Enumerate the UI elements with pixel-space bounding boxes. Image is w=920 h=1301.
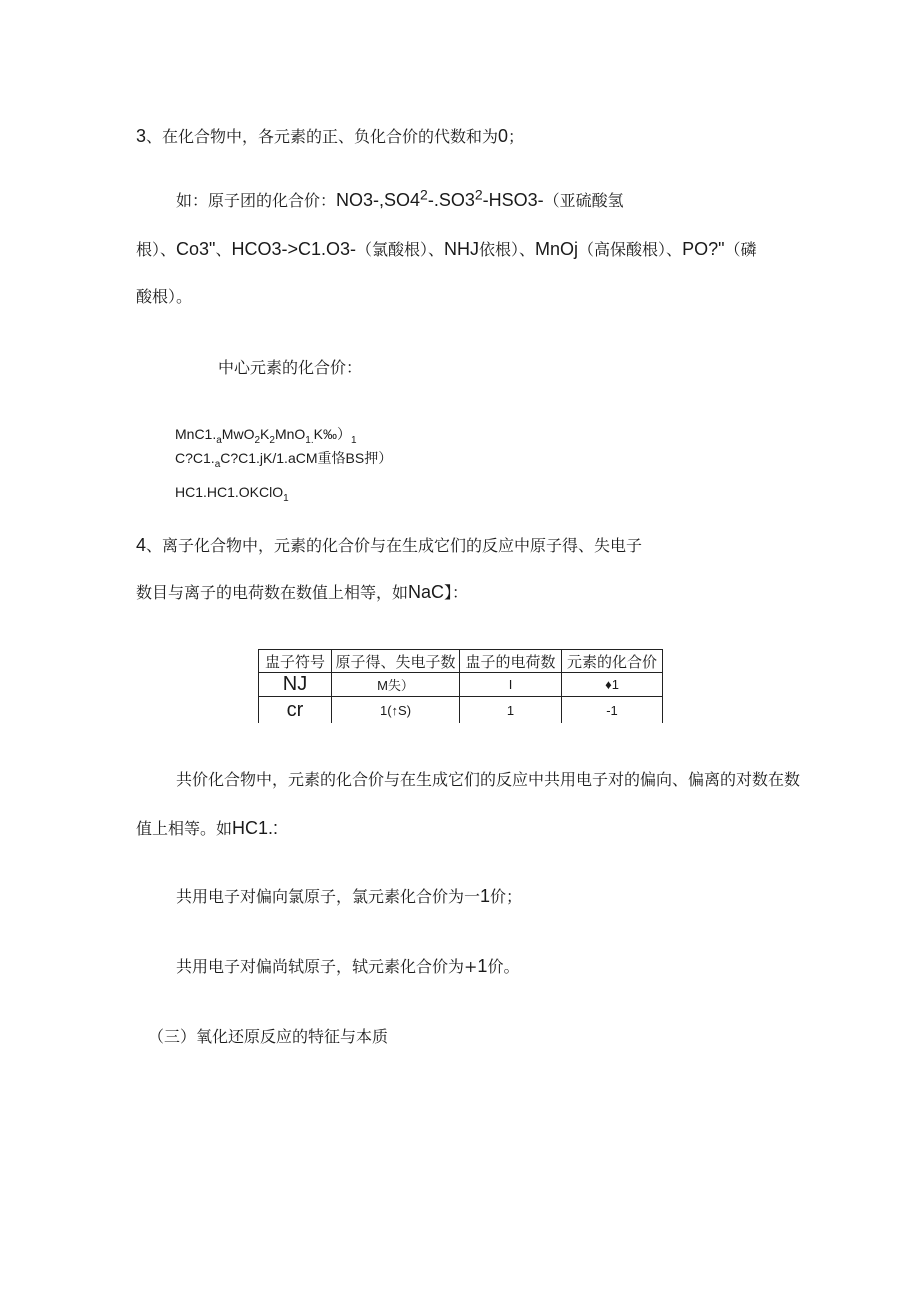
- cell-ion-symbol: NJ: [259, 673, 332, 697]
- rule-text: 、离子化合物中，元素的化合价与在生成它们的反应中原子得、失电子: [146, 536, 643, 555]
- text: （高保酸根）、: [578, 240, 683, 259]
- text: 根）、: [136, 240, 177, 259]
- formula-text: HC1.: [232, 818, 274, 838]
- subscript: 1: [283, 492, 289, 504]
- text: 价；: [490, 887, 523, 906]
- formula-text: C?C1.jK/1.aCM: [220, 450, 318, 466]
- formula-text: -.SO3: [427, 190, 475, 210]
- rule-4-continuation: [136, 581, 468, 604]
- table-row: [259, 697, 663, 724]
- cell-valence: ♦1: [562, 673, 663, 697]
- header-ion-symbol: 盅子符号: [259, 650, 332, 673]
- formula-text: HCO3->C1.O3-: [231, 239, 356, 259]
- text: 】：: [444, 583, 469, 602]
- cell-electron-count: M失）: [332, 673, 460, 697]
- text: 依根）、: [479, 240, 536, 259]
- header-electron-count: 原子得、失电子数: [332, 650, 460, 673]
- formula-text: -HSO3-: [482, 190, 544, 210]
- covalent-paragraph: 共价化合物中，元素的化合价与在生成它们的反应中共用电子对的偏向、偏离的对数在数: [176, 770, 801, 789]
- rule-number: 4: [136, 535, 147, 555]
- formula-text: K‰）: [313, 426, 351, 442]
- subscript: 1.: [305, 434, 314, 446]
- radical-example-line-2: [136, 238, 757, 261]
- central-element-heading: 中心元素的化合价：: [218, 358, 363, 377]
- cell-electron-count: 1(↑S): [332, 697, 460, 724]
- text: 值上相等。如: [136, 819, 233, 838]
- text: （氯酸根）、: [356, 240, 445, 259]
- text: :: [273, 818, 279, 838]
- subscript: a: [214, 458, 221, 470]
- subscript: 2: [254, 434, 261, 446]
- text: 共用电子对偏向氯原子，氯元素化合价为一: [176, 887, 481, 906]
- formula-text: MnO: [274, 426, 306, 442]
- formula-text: NO3-,SO4: [336, 190, 421, 210]
- formula-text: C?C1.: [175, 450, 215, 466]
- subscript: 1: [350, 434, 357, 446]
- cell-ion-charge: I: [460, 673, 562, 697]
- formula-text: NaC: [408, 582, 445, 602]
- formula-text: BS: [345, 450, 365, 466]
- rule-4-paragraph: [136, 534, 642, 557]
- formula-line-1: [175, 423, 357, 445]
- formula-text: Co3": [176, 239, 216, 259]
- formula-text: NHJ: [444, 239, 480, 259]
- formula-text: MnOj: [535, 239, 579, 259]
- header-ion-charge: 盅子的电荷数: [460, 650, 562, 673]
- chlorine-valence-line: [176, 885, 522, 908]
- hydrogen-valence-line: [176, 955, 519, 978]
- cell-ion-charge: 1: [460, 697, 562, 724]
- ion-valence-table: [258, 649, 662, 723]
- formula-text: MwO: [221, 426, 255, 442]
- valence-number: 1: [480, 886, 491, 906]
- table-row: [259, 673, 663, 697]
- text: 重恪: [317, 450, 346, 466]
- radical-name: （亚硫酸氢: [543, 191, 624, 210]
- header-valence: 元素的化合价: [562, 650, 663, 673]
- cell-valence: -1: [562, 697, 663, 724]
- superscript: 2: [474, 186, 483, 203]
- text: 价。: [487, 957, 520, 976]
- superscript: 2: [420, 186, 428, 203]
- text: 共用电子对偏尚轼原子，轼元素化合价为+: [176, 957, 478, 976]
- rule-value: 0: [498, 126, 509, 146]
- formula-text: K: [260, 426, 270, 442]
- text: 数目与离子的电荷数在数值上相等，如: [136, 583, 409, 602]
- subscript: a: [216, 434, 222, 446]
- cell-ion-symbol: cr: [259, 697, 332, 724]
- formula-text: PO?": [682, 239, 725, 259]
- formula-line-2: [175, 447, 392, 469]
- radical-example-line-1: [176, 186, 624, 212]
- rule-text: 、在化合物中，各元素的正、负化合价的代数和为: [146, 127, 499, 146]
- formula-line-3: [175, 481, 289, 503]
- rule-number: 3: [136, 126, 147, 146]
- table-header-row: [259, 650, 663, 673]
- covalent-continuation: [136, 817, 278, 840]
- formula-text: HC1.HC1.OKClO: [175, 484, 284, 500]
- valence-number: 1: [477, 956, 488, 976]
- formula-text: MnC1.: [175, 426, 217, 442]
- subscript: 2: [269, 434, 275, 446]
- text: 、: [215, 240, 232, 259]
- section-heading-3: （三）氧化还原反应的特征与本质: [148, 1027, 389, 1046]
- text: 押）: [364, 450, 393, 466]
- text: （磷: [724, 240, 757, 259]
- radical-example-line-3: 酸根）。: [136, 287, 193, 306]
- rule-3-paragraph: [136, 125, 524, 148]
- rule-punct: ；: [508, 127, 525, 146]
- example-label: 如：原子团的化合价：: [176, 191, 337, 210]
